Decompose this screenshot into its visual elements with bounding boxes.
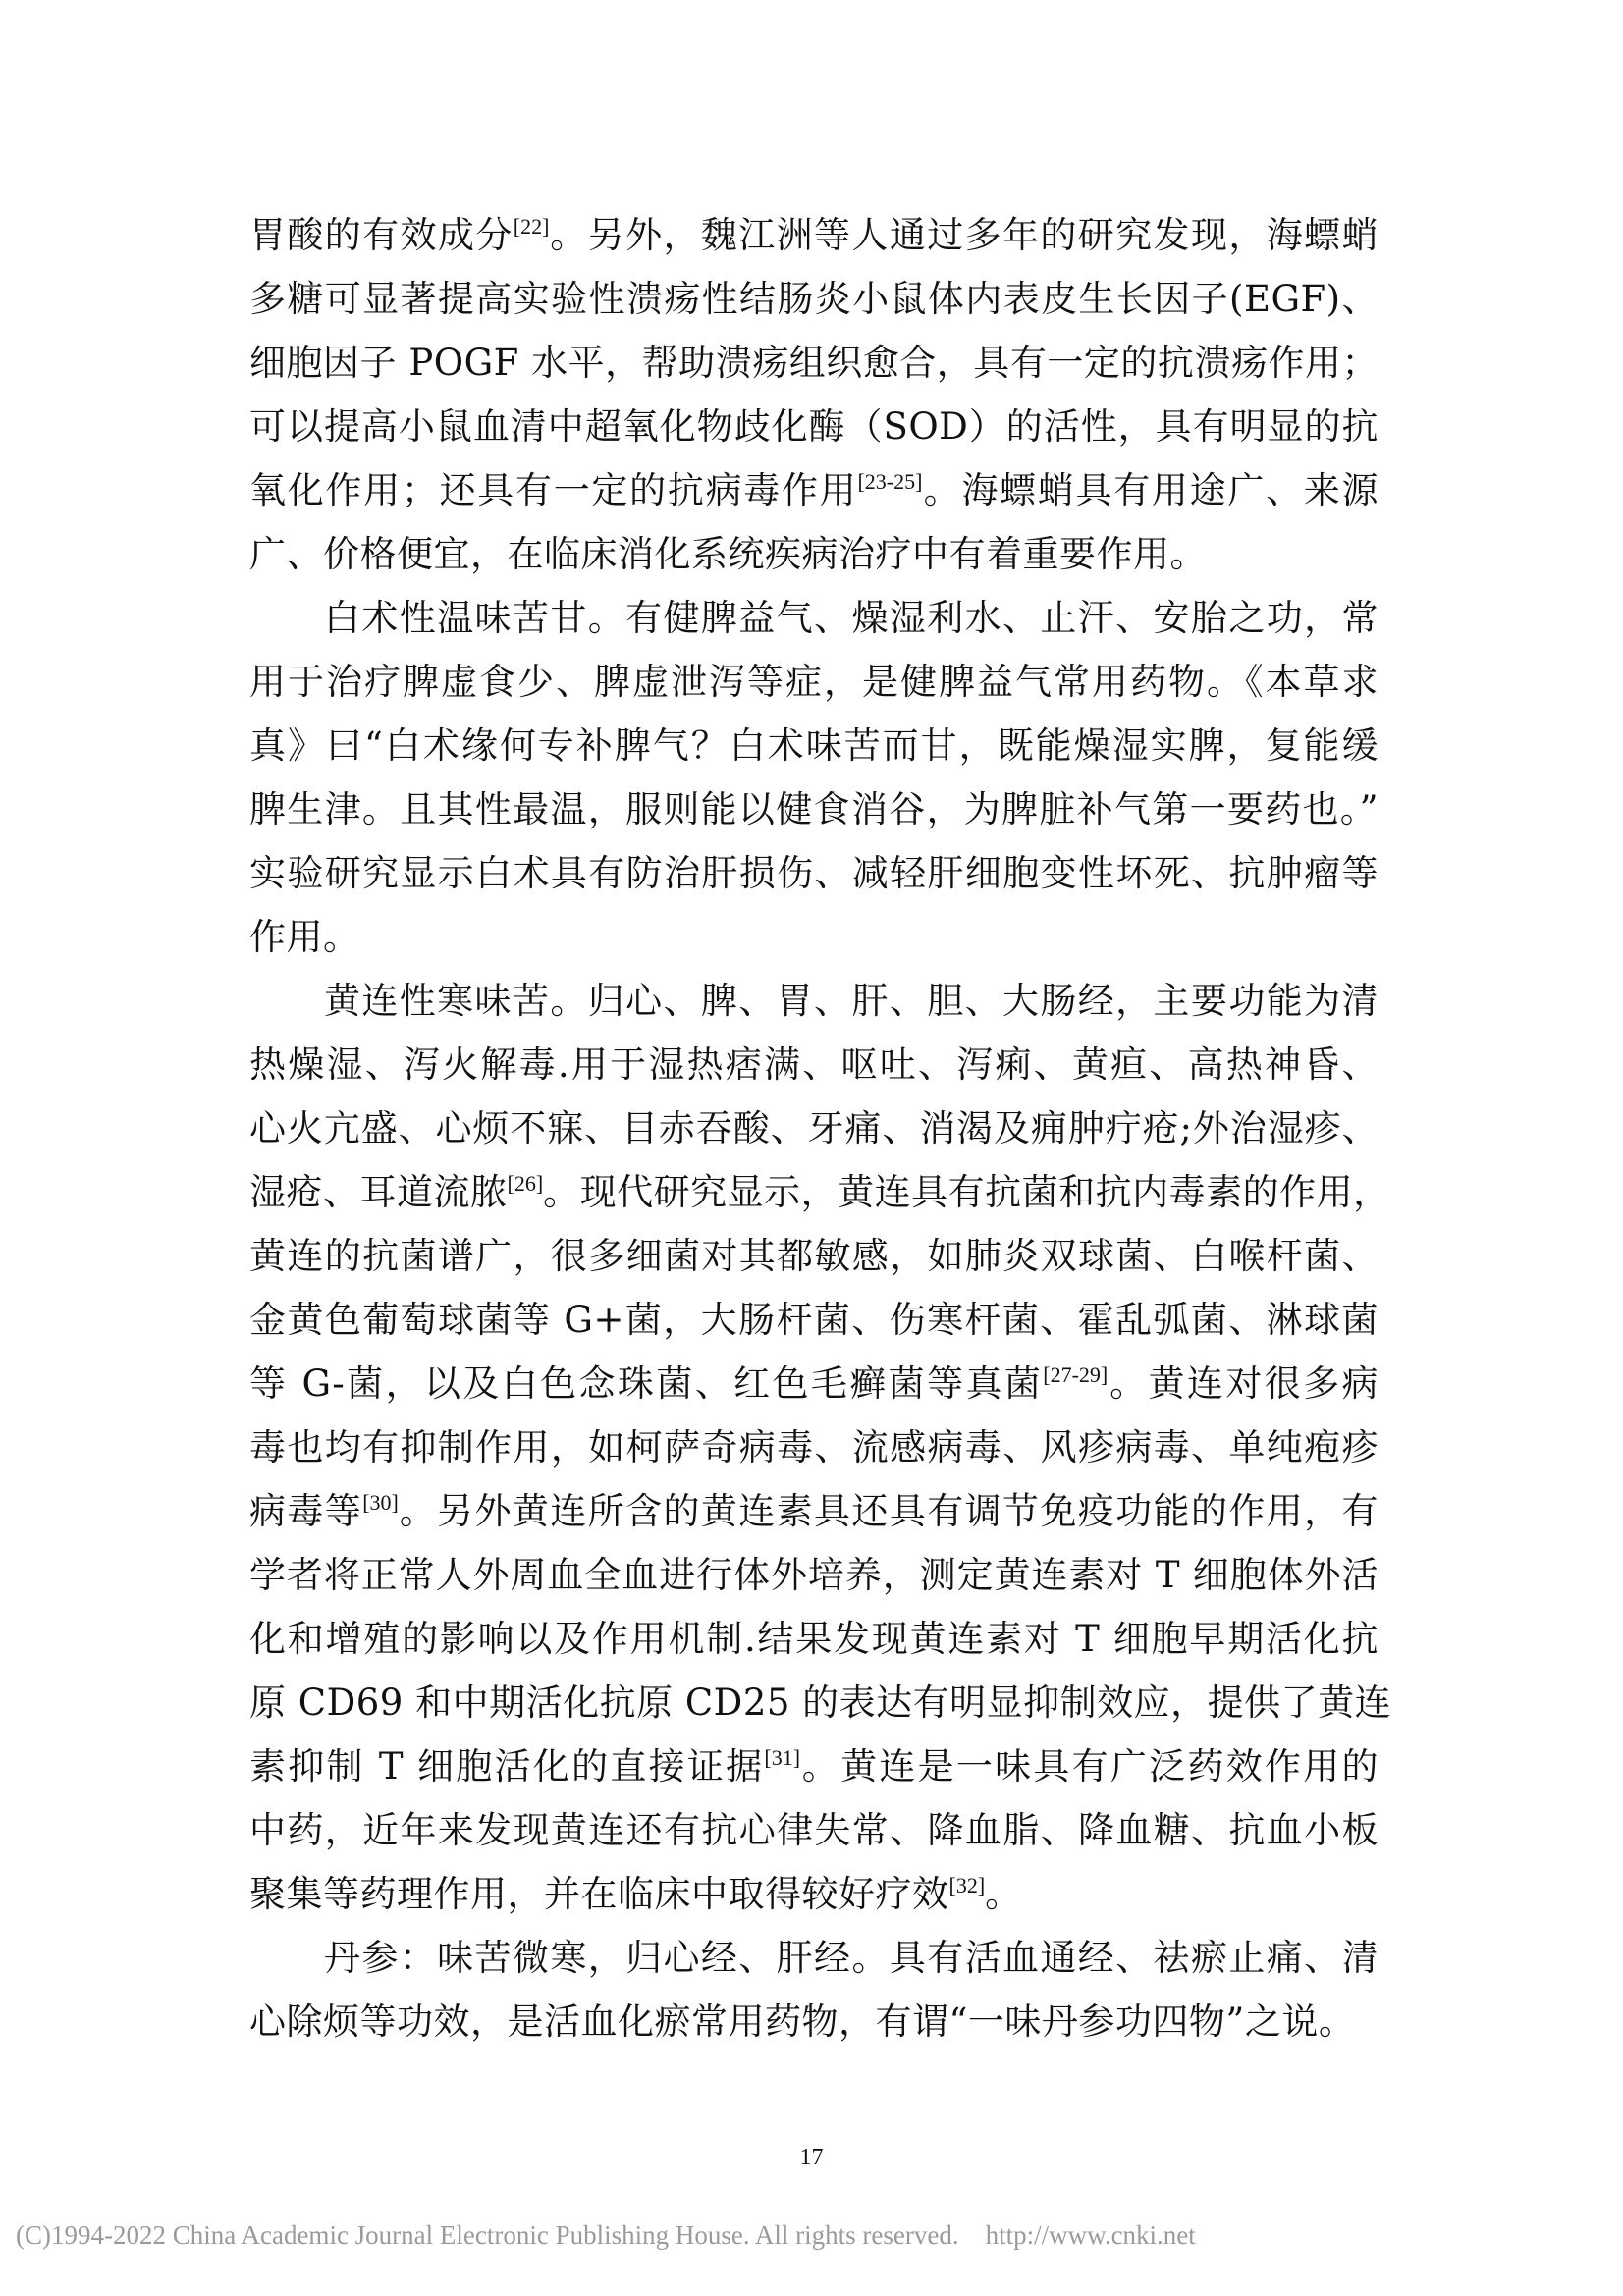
line-text: 广、价格便宜，在临床消化系统疾病治疗中有着重要作用。: [249, 533, 1207, 575]
line-text: 黄连性寒味苦。归心、脾、胃、肝、胆、大肠经，主要功能为清: [324, 980, 1379, 1022]
text-line: [249, 1479, 1379, 1543]
line-text: 丹参：味苦微寒，归心经、肝经。具有活血通经、祛瘀止痛、清: [324, 1937, 1379, 1979]
text-line: [249, 1671, 1392, 1735]
text-line: [249, 522, 1379, 586]
text-line: [249, 1990, 1379, 2054]
text-line: [249, 714, 1379, 777]
text-line: [249, 1926, 1379, 1990]
line-text: 胃酸的有效成分: [249, 214, 514, 256]
citation-reference: [32]: [948, 1873, 986, 1897]
text-line: [249, 586, 1379, 650]
text-line: [249, 331, 1379, 395]
line-text-continued: 。: [985, 1873, 1022, 1915]
text-line: [249, 1543, 1379, 1607]
line-text: 中药，近年来发现黄连还有抗心律失常、降血脂、降血糖、抗血小板: [249, 1809, 1379, 1851]
citation-reference: [23-25]: [857, 469, 923, 494]
line-text: 聚集等药理作用，并在临床中取得较好疗效: [249, 1873, 949, 1915]
line-text: 多糖可显著提高实验性溃疡性结肠炎小鼠体内表皮生长因子(EGF)、: [249, 278, 1379, 320]
text-line: [249, 905, 1379, 969]
line-text: 细胞因子 POGF 水平，帮助溃疡组织愈合，具有一定的抗溃疡作用；: [249, 342, 1379, 384]
text-line: [249, 1798, 1379, 1862]
line-text: 实验研究显示白术具有防治肝损伤、减轻肝细胞变性坏死、抗肿瘤等: [249, 852, 1379, 894]
line-text: 脾生津。且其性最温，服则能以健食消谷，为脾脏补气第一要药也。”: [249, 788, 1379, 830]
paragraph-p4: [249, 1926, 1379, 2054]
line-text: 心火亢盛、心烦不寐、目赤吞酸、牙痛、消渴及痈肿疔疮;外治湿疹、: [249, 1107, 1379, 1149]
line-text: 金黄色葡萄球菌等 G+菌，大肠杆菌、伤寒杆菌、霍乱弧菌、淋球菌: [249, 1299, 1379, 1341]
citation-reference: [31]: [764, 1745, 801, 1770]
text-line: [249, 1096, 1379, 1160]
line-text: 氧化作用；还具有一定的抗病毒作用: [249, 469, 858, 511]
line-text: 原 CD69 和中期活化抗原 CD25 的表达有明显抑制效应，提供了黄连: [249, 1682, 1392, 1724]
line-text-continued: 。黄连对很多病: [1108, 1362, 1379, 1405]
line-text: 等 G-菌，以及白色念珠菌、红色毛癣菌等真菌: [249, 1362, 1044, 1405]
text-line: [249, 1607, 1379, 1671]
line-text: 素抑制 T 细胞活化的直接证据: [249, 1745, 765, 1788]
line-text: 病毒等: [249, 1490, 363, 1532]
citation-reference: [26]: [507, 1171, 544, 1196]
text-line: [249, 1352, 1379, 1415]
line-text: 作用。: [249, 916, 360, 958]
line-text-continued: 。现代研究显示，黄连具有抗菌和抗内毒素的作用，: [543, 1171, 1390, 1213]
citation-reference: [30]: [362, 1490, 399, 1515]
line-text: 学者将正常人外周血全血进行体外培养，测定黄连素对 T 细胞体外活: [249, 1554, 1379, 1596]
paragraph-p3: [249, 969, 1392, 1926]
text-line: [249, 1033, 1379, 1096]
text-line: [249, 969, 1379, 1033]
text-line: [249, 650, 1379, 714]
line-text: 真》曰“白术缘何专补脾气？白术味苦而甘，既能燥湿实脾，复能缓: [249, 724, 1379, 767]
line-text: 化和增殖的影响以及作用机制.结果发现黄连素对 T 细胞早期活化抗: [249, 1618, 1379, 1660]
line-text: 毒也均有抑制作用，如柯萨奇病毒、流感病毒、风疹病毒、单纯疱疹: [249, 1426, 1379, 1468]
copyright-footer: (C)1994-2022 China Academic Journal Electronic Publishing House. All rights reserved. http://www.cnki.net: [16, 2220, 1196, 2250]
line-text-continued: 。海螵蛸具有用途广、来源: [922, 469, 1379, 511]
text-line: [249, 1288, 1379, 1352]
line-text: 可以提高小鼠血清中超氧化物歧化酶（SOD）的活性，具有明显的抗: [249, 405, 1379, 448]
text-line: [249, 1224, 1379, 1288]
citation-reference: [27-29]: [1043, 1362, 1109, 1387]
line-text-continued: 。另外黄连所含的黄连素具还具有调节免疫功能的作用，有: [398, 1490, 1380, 1532]
line-text: 热燥湿、泻火解毒.用于湿热痞满、呕吐、泻痢、黄疸、高热神昏、: [249, 1043, 1379, 1086]
line-text: 黄连的抗菌谱广，很多细菌对其都敏感，如肺炎双球菌、白喉杆菌、: [249, 1235, 1379, 1277]
line-text: 白术性温味苦甘。有健脾益气、燥湿利水、止汗、安胎之功，常: [324, 597, 1379, 639]
body-text: [249, 203, 1392, 2054]
page-number: 17: [799, 2145, 824, 2170]
line-text: 用于治疗脾虚食少、脾虚泄泻等症，是健脾益气常用药物。《本草求: [249, 661, 1379, 703]
text-line: [249, 458, 1379, 522]
text-line: [249, 203, 1379, 267]
paragraph-p1: [249, 203, 1379, 586]
paragraph-p2: [249, 586, 1379, 969]
text-line: [249, 841, 1379, 905]
text-line: [249, 1160, 1390, 1224]
text-line: [249, 267, 1379, 331]
line-text-continued: 。黄连是一味具有广泛药效作用的: [800, 1745, 1379, 1788]
line-text: 心除烦等功效，是活血化瘀常用药物，有谓“一味丹参功四物”之说。: [249, 2001, 1356, 2043]
citation-reference: [22]: [513, 214, 550, 239]
text-line: [249, 1735, 1379, 1798]
text-line: [249, 395, 1379, 458]
line-text: 湿疮、耳道流脓: [249, 1171, 508, 1213]
line-text-continued: 。另外，魏江洲等人通过多年的研究发现，海螵蛸: [549, 214, 1380, 256]
text-line: [249, 777, 1379, 841]
text-line: [249, 1862, 1379, 1926]
text-line: [249, 1415, 1379, 1479]
